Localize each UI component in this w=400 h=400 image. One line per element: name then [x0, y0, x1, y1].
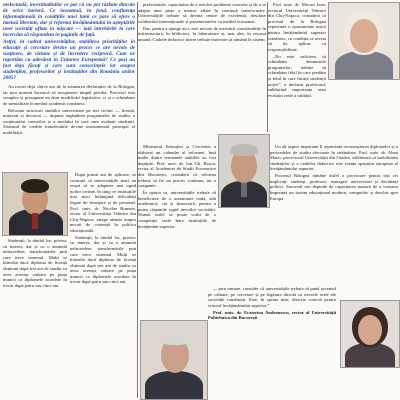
paragraph: Au trecut deja câțiva ani de la semnarea declarației de la Bologna, iar țara noastră încearcă să recupereze timpul pierdut. Procesul este complex și presupune nu doar modificări legislative, ci și o schimbare de mentalitate în mediul academic românesc.	[3, 84, 135, 106]
column-2-bottom	[138, 144, 216, 334]
paragraph: Dar, pentru a ajunge aici, este nevoie de investiții considerabile în infrastructură, în biblioteci, în laboratoare și, mai ales, în resursa umană. Cadrele didactice tinere trebuie motivate să rămână în sistem.	[138, 25, 266, 42]
column-1-bottom	[70, 172, 136, 398]
column-3-top	[268, 2, 326, 142]
paragraph: Procesul Bologna rămâne astfel o provocare pentru toți cei implicați: studenți, profesori, manageri universitari și decidenți politici. Succesul său depinde de capacitatea noastră de a construi împreună un sistem educațional modern, competitiv și deschis spre Europa.	[270, 173, 398, 201]
column-1-top	[3, 84, 135, 172]
lead-paragraph: Astfel, în cadrul universităților, stabilirea priorităților în educație și cercetare devine un proces ce are nevoie de susținere, de viziune și de încredere reciprocă. Cum ne raportăm cu adevărat la Uniunea Europeană? Ce pași au fost deja făcuți și care sunt consecințele lor asupra studenților, profesorilor și instituțiilor din România anilor 2005?	[3, 39, 135, 81]
paragraph: Studenții, la rândul lor, privesc cu interes, dar și cu o anumită neîncredere, transformările prin care trece sistemul. Mulți se întreabă dacă diploma de licență obținută după trei ani de studiu va avea aceeași valoare pe piața muncii ca diplomele acordate în trecut după patru sau cinci ani.	[70, 234, 136, 285]
column-2-top	[138, 2, 266, 142]
portrait-photo-4	[140, 320, 208, 400]
paragraph: Prof. univ. dr. Mircea Ivan, rectorul Universității Tehnice din Cluj-Napoca, consideră că procesul de la Bologna reprezintă o oportunitate unică pentru învățământul superior românesc, cu condiția ca acesta să fie aplicat cu responsabilitate.	[268, 2, 326, 52]
article-lead	[3, 2, 135, 82]
portrait-photo-2	[328, 2, 400, 80]
paragraph: După primii ani de aplicare, se constată că universitățile mari au reușit să se adapteze mai rapid noilor cerințe, în timp ce instituțiile mai mici întâmpină dificultăți legate de finanțare și de personal. Prof. univ. dr. Nicolae Burnete, rector al Universității Tehnice din Cluj-Napoca, atrage atenția asupra nevoii de coerență în politica educațională.	[70, 172, 136, 233]
paragraph: Un alt aspect important îl reprezintă recunoașterea diplomelor și a perioadelor de studiu efectuate în străinătate. Prof. univ. dr. Alma Maier, prorectorul Universității din Oradea, subliniază că mobilitatea studenților și a cadrelor didactice este esența spațiului european al învățământului superior.	[270, 144, 398, 172]
paragraph: Ministerul Educației și Cercetării a elaborat un calendar al reformei, însă multe dintre termenele stabilite au fost depășite. Prof. univ. dr. Ion Gh. Roșca, rector al Academiei de Studii Economice din București, consideră că reforma trebuie să fie un proces continuu, nu o campanie.	[138, 144, 216, 189]
lead-paragraph: ntelectuală, incertitudinilor ce par că nu pot răzbate dincolo de orice barieră. Ce înseamnă, în fond, confluența informațională în condițiile unei lumi ce pare să ofere o imensă libertate, dar și reforma învățământului în așteptările unei societăți aflate în mișcare — iată întrebările la care încercăm să răspundem în paginile de față.	[3, 2, 135, 38]
quote-text: „...prin urmare, consider că universitățile trebuie să pună accentul pe calitate, pe cercetare și pe legătura directă cu nevoile reale ale societății românești. Este, în opinia mea, direcția corectă pentru viitorul învățământului superior.”	[208, 286, 336, 308]
portrait-photo-3	[218, 134, 270, 208]
column-3-bottom	[270, 144, 398, 284]
paragraph: Reforma structurii studiilor universitare pe trei cicluri — licență, masterat și doctorat — impune regândirea programelor de studiu, a conținutului cursurilor și a modului în care sunt evaluați studenții. Sistemul de credite transferabile devine instrumentul principal al mobilității.	[3, 107, 135, 135]
paragraph: „Nu este suficient să schimbăm denumirile programelor; trebuie să schimbăm felul în care predăm și felul în care învață studenții noștri”, a declarat profesorul, subliniind importanța unei evaluări reale a calității.	[268, 53, 326, 98]
paragraph: Studenții, la rândul lor, privesc cu interes, dar și cu o anumită neîncredere, transformările prin care trece sistemul. Mulți se întreabă dacă diploma de licență obținută după trei ani de studiu va avea aceeași valoare pe piața muncii ca diplomele acordate în trecut după patru sau cinci ani.	[3, 238, 67, 288]
paragraph: profesionale, capacitatea de a rezolva probleme concrete și de a se adapta unei piețe a muncii aflate în continuă transformare. Universitățile trebuie să devină centre de excelență, deschise colaborării internaționale și parteneriatelor cu mediul economic.	[138, 2, 266, 24]
quote-box	[208, 286, 336, 398]
paragraph: În opinia sa, universitățile trebuie să beneficieze de o autonomie reală, atât academică, cât și financiară, pentru a putea răspunde rapid nevoilor societății. Numai astfel se poate vorbi de o competiție reală între instituțiile de învățământ superior.	[138, 189, 216, 229]
quote-attribution: Prof. univ. dr. Ecaterina Andronescu, rector al Universității Politehnica din București	[208, 309, 336, 321]
portrait-photo-1	[2, 172, 68, 236]
column-1-bottom-continued	[3, 238, 67, 398]
portrait-photo-5	[340, 300, 400, 368]
